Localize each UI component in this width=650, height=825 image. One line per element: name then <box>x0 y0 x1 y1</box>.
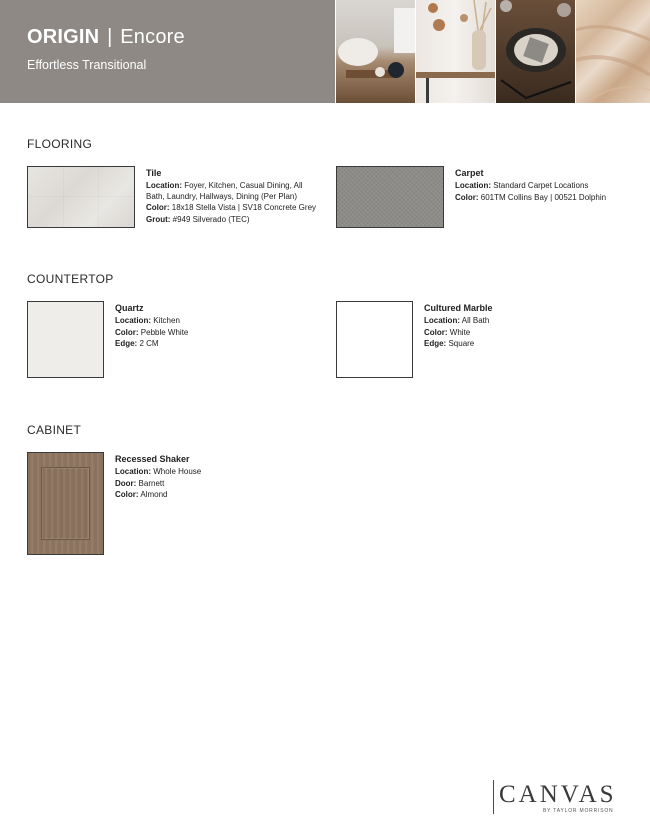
section-title-flooring: FLOORING <box>27 137 93 151</box>
carpet-color-value: 601TM Collins Bay | 00521 Dolphin <box>478 192 607 202</box>
logo-wordmark: CANVAS <box>499 781 617 808</box>
cabinet-door-panel <box>41 467 90 540</box>
tile-color-key: Color: <box>146 203 170 212</box>
cultured-marble-spec <box>424 302 614 351</box>
cabinet-location <box>115 467 305 478</box>
quartz-color-value: Pebble White <box>138 327 189 337</box>
cultured-marble-location-key: Location: <box>424 316 460 325</box>
tile-swatch <box>27 166 135 228</box>
page-subtitle: Effortless Transitional <box>27 58 147 72</box>
table-setting-photo-art <box>496 0 575 103</box>
carpet-color-key: Color: <box>455 192 479 202</box>
tile-grout <box>146 215 316 226</box>
section-title-cabinet: CABINET <box>27 423 82 437</box>
marble-texture-art <box>576 0 650 103</box>
quartz-color-key: Color: <box>115 327 139 337</box>
cultured-marble-color-value: White <box>447 327 471 337</box>
quartz-location <box>115 316 305 327</box>
canvas-logo <box>493 777 633 817</box>
cabinet-spec <box>115 453 305 502</box>
collection-name: Encore <box>120 26 185 48</box>
tile-grout-key: Grout: <box>146 214 171 224</box>
cultured-marble-edge-key: Edge: <box>424 339 447 348</box>
tile-location-key: Location: <box>146 181 182 190</box>
carpet-location-value: Standard Carpet Locations <box>491 181 589 190</box>
table-setting-photo <box>496 0 575 103</box>
interior-photo <box>336 0 415 103</box>
quartz-swatch <box>27 301 104 378</box>
cabinet-door-swatch <box>27 452 104 555</box>
carpet-color <box>455 193 635 204</box>
cultured-marble-edge-value: Square <box>446 339 475 348</box>
brand-name: ORIGIN <box>27 26 100 48</box>
quartz-location-key: Location: <box>115 316 151 325</box>
cabinet-color-value: Almond <box>138 490 168 499</box>
tile-grout-value: #949 Silverado (TEC) <box>170 214 250 224</box>
cultured-marble-edge <box>424 339 614 350</box>
cultured-marble-swatch <box>336 301 413 378</box>
logo-divider <box>493 780 494 814</box>
quartz-location-value: Kitchen <box>151 316 180 325</box>
title-separator: | <box>107 26 113 48</box>
tile-name: Tile <box>146 168 162 178</box>
cultured-marble-location-value: All Bath <box>460 316 490 325</box>
carpet-location-key: Location: <box>455 181 491 190</box>
quartz-name: Quartz <box>115 303 144 313</box>
cabinet-name: Recessed Shaker <box>115 454 190 464</box>
carpet-swatch <box>336 166 444 228</box>
tile-location-value: Foyer, Kitchen, Casual Dining, All Bath, Laundry, Hallways, Dining (Per Plan) <box>146 181 303 201</box>
quartz-edge-value: 2 CM <box>137 339 159 348</box>
marble-texture-photo <box>576 0 650 103</box>
carpet-spec <box>455 167 635 204</box>
cabinet-location-value: Whole House <box>151 467 202 476</box>
tile-color-value: 18x18 Stella Vista | SV18 Concrete Grey <box>169 203 317 212</box>
title-block <box>0 0 335 103</box>
quartz-color <box>115 328 305 339</box>
header-banner <box>0 0 650 103</box>
section-title-countertop: COUNTERTOP <box>27 272 114 286</box>
logo-byline: BY TAYLOR MORRISON <box>543 808 614 814</box>
carpet-location <box>455 181 635 192</box>
tile-spec <box>146 167 316 226</box>
decor-photo-art <box>416 0 495 103</box>
decor-photo <box>416 0 495 103</box>
cabinet-door-key: Door: <box>115 478 137 488</box>
cabinet-color <box>115 490 305 501</box>
cultured-marble-name: Cultured Marble <box>424 303 493 313</box>
cabinet-color-key: Color: <box>115 490 139 499</box>
interior-photo-art <box>336 0 415 103</box>
cabinet-door-value: Barnett <box>136 478 165 488</box>
cabinet-location-key: Location: <box>115 467 151 476</box>
cabinet-door <box>115 479 305 490</box>
carpet-name: Carpet <box>455 168 484 178</box>
cultured-marble-location <box>424 316 614 327</box>
cultured-marble-color-key: Color: <box>424 327 448 337</box>
page-title <box>27 26 185 49</box>
quartz-spec <box>115 302 305 351</box>
tile-location <box>146 181 316 202</box>
quartz-edge <box>115 339 305 350</box>
tile-color <box>146 203 316 214</box>
quartz-edge-key: Edge: <box>115 339 138 348</box>
cultured-marble-color <box>424 328 614 339</box>
